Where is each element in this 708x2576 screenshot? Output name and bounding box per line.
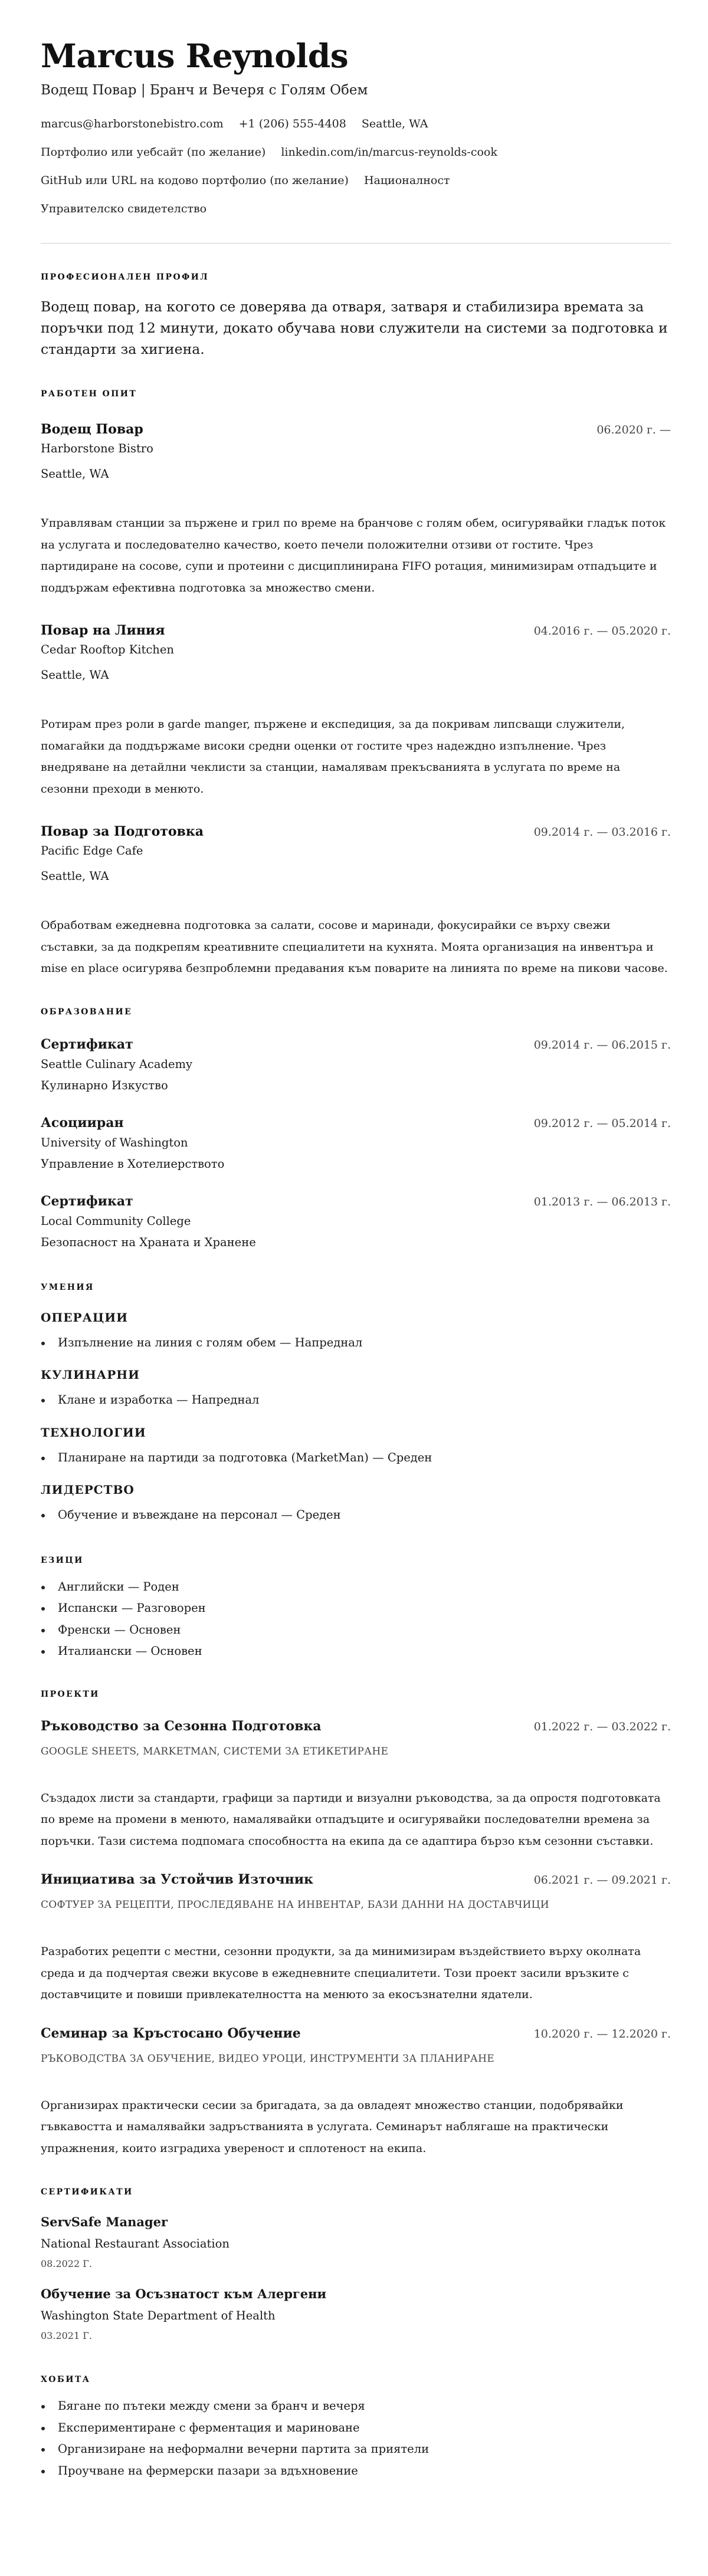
project-technologies: GOOGLE SHEETS, MARKETMAN, СИСТЕМИ ЗА ЕТИКЕТИРАНЕ <box>41 1745 389 1757</box>
skill-item: Клане и изработка — Напреднал <box>41 1389 671 1411</box>
contact-row <box>41 138 671 166</box>
language-item: Английски — Роден <box>41 1576 671 1598</box>
company: Cedar Rooftop Kitchen <box>41 643 174 656</box>
email-link[interactable]: marcus@harborstonebistro.com <box>41 117 224 130</box>
phone: +1 (206) 555-4408 <box>238 117 346 130</box>
hobby-item: Експериментиране с ферментация и мариноване <box>41 2417 671 2439</box>
contact-row <box>41 195 671 223</box>
project-dates: 01.2022 г. — 03.2022 г. <box>533 1720 671 1733</box>
institution: University of Washington <box>41 1135 188 1149</box>
degree: Сертификат <box>41 1193 133 1209</box>
location: Seattle, WA <box>361 117 428 130</box>
education-section <box>41 1006 671 1253</box>
certification-issuer: National Restaurant Association <box>41 2237 230 2250</box>
education-dates: 09.2014 г. — 06.2015 г. <box>533 1038 671 1052</box>
section-heading: ПРОФЕСИОНАЛЕН ПРОФИЛ <box>41 272 209 282</box>
certification-date: 08.2022 Г. <box>41 2258 92 2269</box>
portfolio-link[interactable]: Портфолио или уебсайт (по желание) <box>41 146 266 159</box>
experience-section <box>41 388 671 980</box>
degree: Сертификат <box>41 1036 133 1052</box>
profile-summary: Водещ повар, на когото се доверява да отваря, затваря и стабилизира времата за поръчки под 12 минути, докато обучава нови служители на системи за подготовка и стандарти за хигиена. <box>41 298 668 357</box>
skill-category: ТЕХНОЛОГИИ <box>41 1425 146 1440</box>
skill-item: Изпълнение на линия с голям обем — Напреднал <box>41 1332 671 1354</box>
resume-page <box>41 0 671 2482</box>
section-heading: УМЕНИЯ <box>41 1282 94 1292</box>
skill-category: КУЛИНАРНИ <box>41 1368 140 1382</box>
skill-item: Планиране на партиди за подготовка (MarketMan) — Среден <box>41 1447 671 1469</box>
project-entry <box>41 2024 671 2160</box>
candidate-name: Marcus Reynolds <box>41 37 349 75</box>
job-dates: 04.2016 г. — 05.2020 г. <box>533 625 671 638</box>
project-title: Инициатива за Устойчив Източник <box>41 1872 313 1887</box>
section-heading: ЕЗИЦИ <box>41 1555 84 1565</box>
company: Harborstone Bistro <box>41 442 153 455</box>
project-technologies: РЪКОВОДСТВА ЗА ОБУЧЕНИЕ, ВИДЕО УРОЦИ, ИНСТРУМЕНТИ ЗА ПЛАНИРАНЕ <box>41 2052 494 2065</box>
job-entry <box>41 420 671 599</box>
project-dates: 10.2020 г. — 12.2020 г. <box>533 2027 671 2041</box>
job-entry <box>41 823 671 980</box>
projects-section <box>41 1688 671 2160</box>
skill-category: ЛИДЕРСТВО <box>41 1483 135 1497</box>
github-link[interactable]: GitHub или URL на кодово портфолио (по желание) <box>41 174 349 187</box>
linkedin-link[interactable]: linkedin.com/in/marcus-reynolds-cook <box>281 146 497 159</box>
header-divider <box>41 243 671 244</box>
company: Pacific Edge Cafe <box>41 844 143 857</box>
job-title: Повар на Линия <box>41 623 165 638</box>
job-dates: 06.2020 г. — <box>596 423 671 436</box>
candidate-headline: Водещ Повар | Бранч и Вечеря с Голям Обем <box>41 83 368 98</box>
project-entry <box>41 1717 671 1852</box>
project-description: Разработих рецепти с местни, сезонни продукти, за да минимизирам въздействието върху околната среда и да подчертая свежи вкусове в ежедневните специалитети. Този проект засили връзките с доставчиците и повиши привлекателността на менюто за екосъзнателни ядатели. <box>41 1945 641 2001</box>
job-entry <box>41 622 671 800</box>
section-heading: ОБРАЗОВАНИЕ <box>41 1007 133 1017</box>
certifications-section <box>41 2186 671 2345</box>
job-description: Обработвам ежедневна подготовка за салати, сосове и маринади, фокусирайки се върху свежи съставки, за да подкрепям креативните специалитети на кухнята. Моята организация на инвентъра и mise en place осигурява безпроблемни предавания към поварите на линията по време на пикови часове. <box>41 919 668 975</box>
section-heading: РАБОТЕН ОПИТ <box>41 389 137 399</box>
profile-section <box>41 271 671 360</box>
language-item: Френски — Основен <box>41 1619 671 1641</box>
institution: Seattle Culinary Academy <box>41 1057 193 1071</box>
contact-row <box>41 166 671 195</box>
job-dates: 09.2014 г. — 03.2016 г. <box>533 826 671 839</box>
hobbies-section <box>41 2374 671 2482</box>
hobby-item: Организиране на неформални вечерни партита за приятели <box>41 2439 671 2460</box>
certification-issuer: Washington State Department of Health <box>41 2309 276 2322</box>
drivers-license: Управителско свидетелство <box>41 202 207 215</box>
job-title: Водещ Повар <box>41 422 143 437</box>
hobby-item: Бягане по пътеки между смени за бранч и вечеря <box>41 2396 671 2417</box>
skill-category: ОПЕРАЦИИ <box>41 1310 128 1325</box>
education-entry <box>41 1036 671 1096</box>
resume-header <box>41 37 671 223</box>
education-entry <box>41 1192 671 1253</box>
nationality: Националност <box>363 174 450 187</box>
job-location: Seattle, WA <box>41 668 109 682</box>
skill-item: Обучение и въвеждане на персонал — Среден <box>41 1504 671 1526</box>
project-description: Организирах практически сесии за бригадата, за да овладеят множество станции, подобрявайки гъвкавостта и намалявайки задръстванията в услугата. Семинарът наблягаше на практически упражнения, които изградиха увереност и сплотеност на екипа. <box>41 2098 624 2155</box>
job-description: Управлявам станции за пържене и грил по време на бранчове с голям обем, осигурявайки гладък поток на услугата и последователно качество, което печели положителни отзиви от гостите. Чрез партидиране на сосове, супи и протеини с дисциплинирана FIFO ротация, минимизирам отпадъците и поддържам ефективна подготовка за множество смени. <box>41 517 666 594</box>
project-title: Семинар за Кръстосано Обучение <box>41 2025 301 2041</box>
education-dates: 09.2012 г. — 05.2014 г. <box>533 1116 671 1130</box>
language-item: Испански — Разговорен <box>41 1598 671 1619</box>
institution: Local Community College <box>41 1214 191 1228</box>
job-location: Seattle, WA <box>41 869 109 883</box>
project-entry <box>41 1870 671 2006</box>
hobby-list <box>41 2396 671 2482</box>
skill-list <box>41 1504 671 1526</box>
field-of-study: Безопасност на Храната и Хранене <box>41 1235 256 1249</box>
hobby-item: Проучване на фермерски пазари за вдъхновение <box>41 2460 671 2482</box>
field-of-study: Кулинарно Изкуство <box>41 1078 168 1092</box>
certification-name: Обучение за Осъзнатост към Алергени <box>41 2286 327 2301</box>
project-description: Създадох листи за стандарти, графици за партиди и визуални ръководства, за да опростя подготовката по време на промени в менюто, намалявайки отпадъците и осигурявайки последователни времена за поръчки. Тази система подпомага способността на екипа да се адаптира бързо към сезонни съставки. <box>41 1791 661 1848</box>
section-heading: ХОБИТА <box>41 2375 91 2384</box>
section-heading: ПРОЕКТИ <box>41 1689 100 1699</box>
section-heading: СЕРТИФИКАТИ <box>41 2187 133 2197</box>
contact-row <box>41 110 671 138</box>
certification-name: ServSafe Manager <box>41 2214 168 2229</box>
project-technologies: СОФТУЕР ЗА РЕЦЕПТИ, ПРОСЛЕДЯВАНЕ НА ИНВЕНТАР, БАЗИ ДАННИ НА ДОСТАВЧИЦИ <box>41 1899 549 1911</box>
certification-entry <box>41 2213 671 2273</box>
education-dates: 01.2013 г. — 06.2013 г. <box>533 1195 671 1208</box>
project-dates: 06.2021 г. — 09.2021 г. <box>533 1874 671 1887</box>
skill-list <box>41 1332 671 1354</box>
skill-list <box>41 1447 671 1469</box>
skills-section <box>41 1282 671 1526</box>
certification-entry <box>41 2285 671 2345</box>
contact-info <box>41 110 671 223</box>
skill-list <box>41 1389 671 1411</box>
project-title: Ръководство за Сезонна Подготовка <box>41 1718 322 1734</box>
certification-date: 03.2021 Г. <box>41 2330 92 2341</box>
job-title: Повар за Подготовка <box>41 824 204 839</box>
degree: Асоцииран <box>41 1115 124 1131</box>
education-entry <box>41 1114 671 1175</box>
language-list <box>41 1576 671 1662</box>
languages-section <box>41 1555 671 1662</box>
language-item: Италиански — Основен <box>41 1641 671 1662</box>
job-description: Ротирам през роли в garde manger, пържене и експедиция, за да покривам липсващи служители, помагайки да поддържаме високи средни оценки от гостите чрез надеждно изпълнение. Чрез внедряване на детайлни чеклисти за станции, намалявам прекъсванията в услугата по време на сезонни преходи в менюто. <box>41 718 625 796</box>
job-location: Seattle, WA <box>41 467 109 481</box>
field-of-study: Управление в Хотелиерството <box>41 1156 225 1171</box>
